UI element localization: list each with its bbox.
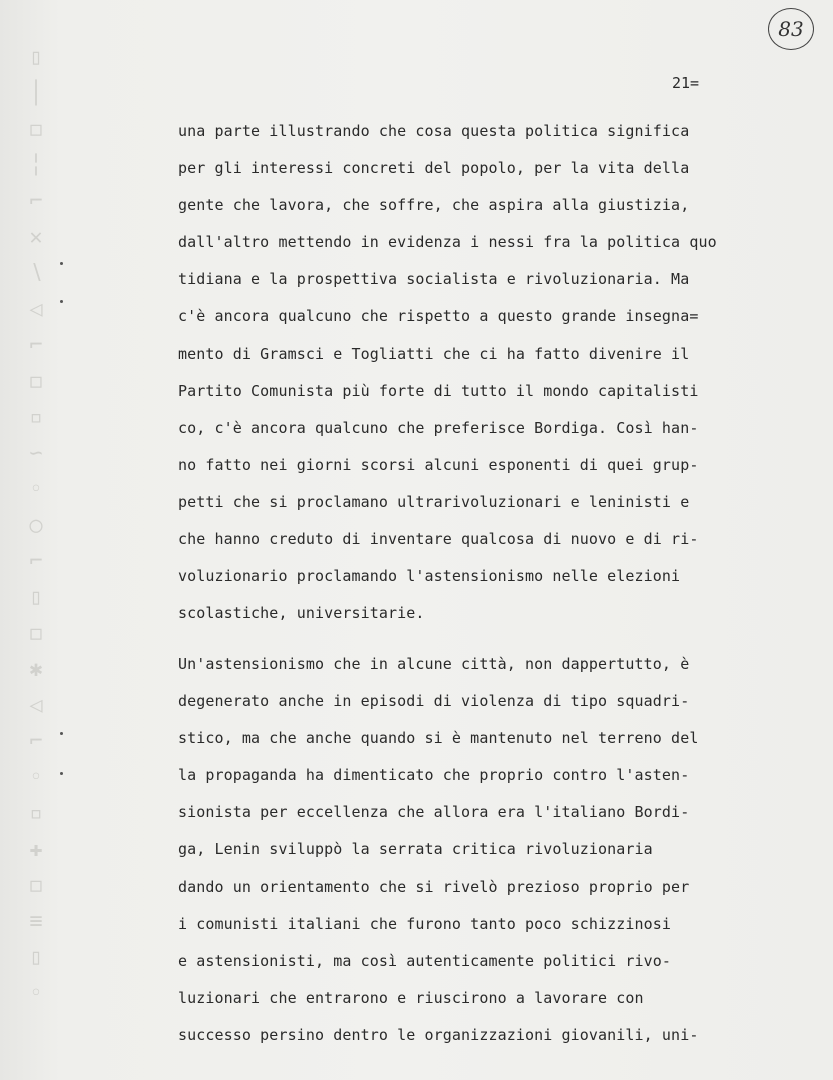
- punch-speck: [60, 772, 63, 775]
- text-line: no fatto nei giorni scorsi alcuni esponenti di quei grup-: [178, 455, 699, 474]
- text-line: petti che si proclamano ultrarivoluzionari e leninisti e: [178, 492, 690, 511]
- text-line: scolastiche, universitarie.: [178, 604, 425, 623]
- text-line: la propaganda ha dimenticato che proprio contro l'asten-: [178, 766, 690, 785]
- text-line: voluzionario proclamando l'astensionismo nelle elezioni: [178, 567, 681, 586]
- text-line: co, c'è ancora qualcuno che preferisce Bordiga. Così han-: [178, 418, 699, 437]
- punch-speck: [60, 732, 63, 735]
- text-line: stico, ma che anche quando si è mantenuto nel terreno del: [178, 729, 699, 748]
- text-line: che hanno creduto di inventare qualcosa di nuovo e di ri-: [178, 530, 699, 549]
- text-line: una parte illustrando che cosa questa politica significa: [178, 122, 690, 140]
- text-line: mento di Gramsci e Togliatti che ci ha fatto divenire il: [178, 344, 690, 363]
- text-line: gente che lavora, che soffre, che aspira alla giustizia,: [178, 196, 690, 215]
- paragraph-1: [178, 113, 738, 632]
- text-line: per gli interessi concreti del popolo, per la vita della: [178, 159, 690, 178]
- text-line: degenerato anche in episodi di violenza di tipo squadri-: [178, 692, 690, 711]
- text-line: Un'astensionismo che in alcune città, non dappertutto, è: [178, 655, 690, 673]
- text-line: ga, Lenin sviluppò la serrata critica rivoluzionaria: [178, 840, 653, 859]
- text-line: c'è ancora qualcuno che rispetto a questo grande insegna=: [178, 307, 699, 326]
- text-line: sionista per eccellenza che allora era l'italiano Bordi-: [178, 803, 690, 822]
- text-line: i comunisti italiani che furono tanto poco schizzinosi: [178, 914, 672, 933]
- text-line: e astensionisti, ma così autenticamente politici rivo-: [178, 951, 672, 970]
- text-line: tidiana e la prospettiva socialista e rivoluzionaria. Ma: [178, 270, 690, 289]
- punch-speck: [60, 262, 63, 265]
- paragraph-2: [178, 646, 738, 1054]
- show-through-marks: ▯ │ ◻ ╎ ⌐ ✕ ∖ ◁ ⌐ ◻ ▫ ∽ ◦ ○ ⌐ ▯ ◻ ✱ ◁ ⌐ ◦ ▫ ✚ ◻ ≡ ▯ ◦: [28, 45, 43, 1006]
- text-line: luzionari che entrarono e riuscirono a lavorare con: [178, 988, 644, 1007]
- punch-speck: [60, 300, 63, 303]
- text-line: dando un orientamento che si rivelò prezioso proprio per: [178, 877, 690, 896]
- text-line: dall'altro mettendo in evidenza i nessi fra la politica quo: [178, 233, 717, 252]
- text-line: successo persino dentro le organizzazioni giovanili, uni-: [178, 1025, 699, 1044]
- text-line: Partito Comunista più forte di tutto il mondo capitalisti: [178, 381, 699, 400]
- page-number: 21=: [672, 74, 700, 92]
- page-stamp-number: 83: [768, 8, 814, 50]
